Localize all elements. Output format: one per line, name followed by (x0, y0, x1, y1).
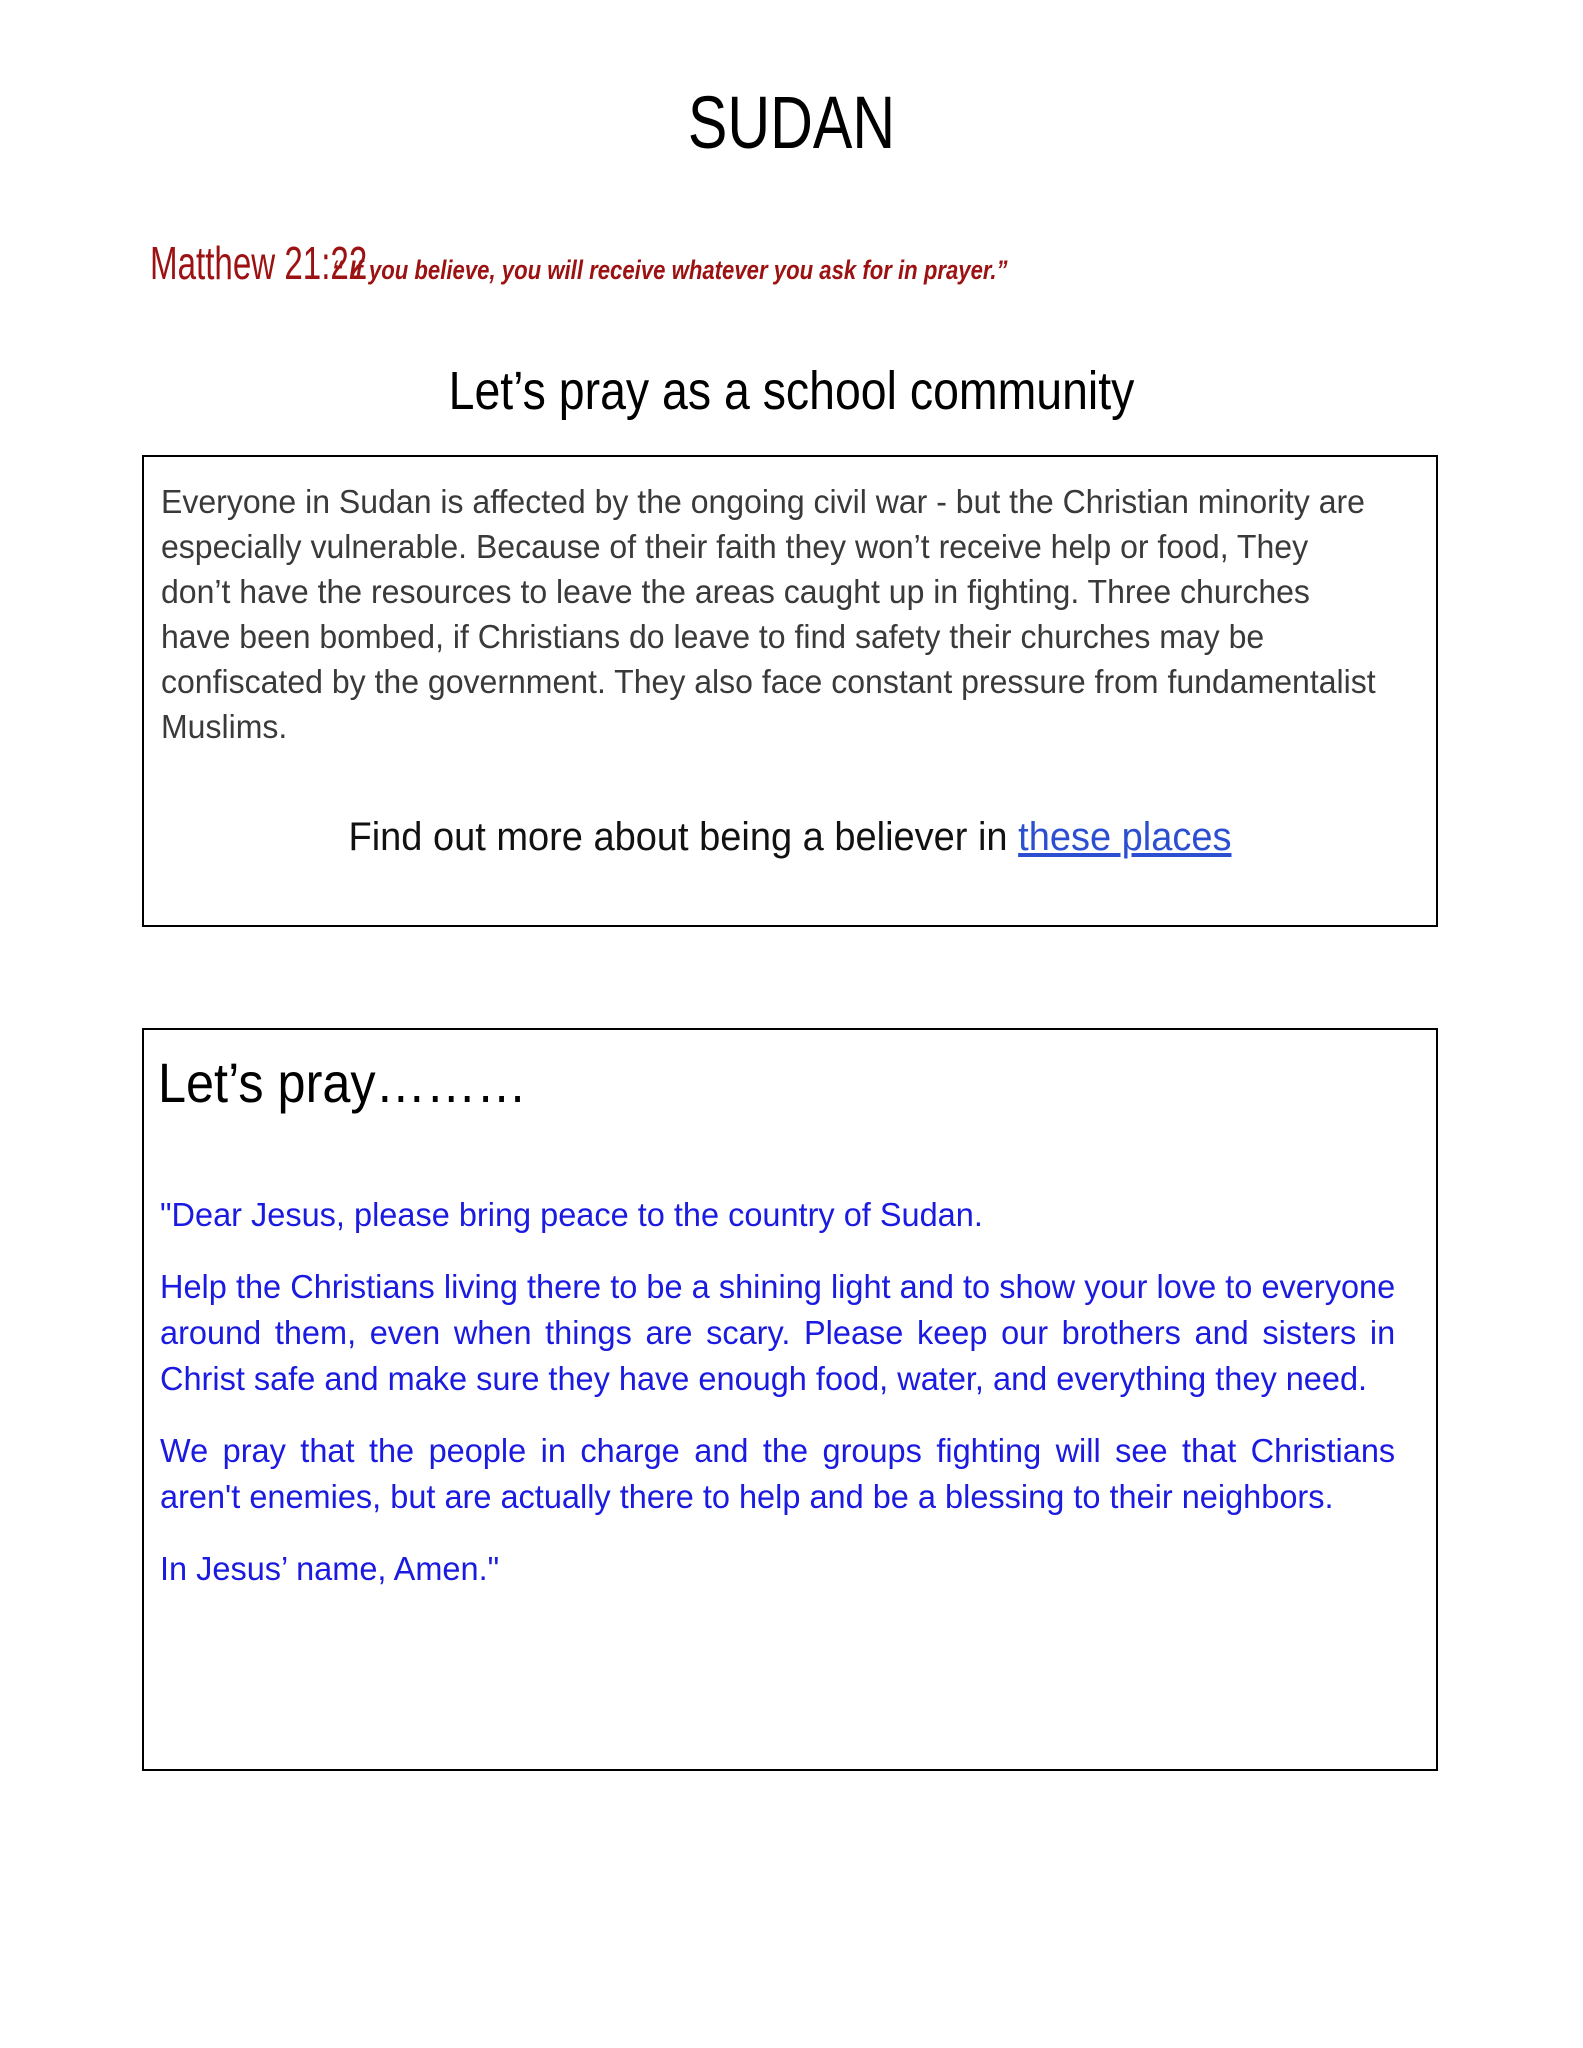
prayer-body (160, 1192, 1414, 1592)
info-paragraph: Everyone in Sudan is affected by the ongoing civil war - but the Christian minority are especially vulnerable. Because of their faith they won’t receive help or food, They don’t have the resources to leave the areas caught up in fighting. Three churches have been bombed, if Christians do leave to find safety their churches may be confiscated by the government. They also face constant pressure from fundamentalist Muslims. (161, 483, 1376, 745)
prayer-box (142, 1028, 1438, 1771)
prayer-paragraph: Help the Christians living there to be a shining light and to show your love to everyone around them, even when things are scary. Please keep our brothers and sisters in Christ safe and make sure they have enough food, water, and everything they need. (160, 1268, 1396, 1397)
scripture-reference: Matthew 21:22 (150, 237, 368, 289)
prayer-paragraph: In Jesus’ name, Amen." (160, 1550, 500, 1587)
page-title: SUDAN (687, 81, 896, 164)
info-box (142, 455, 1438, 927)
find-out-more-label: Find out more about being a believer in (348, 815, 1019, 859)
scripture-line (150, 236, 1450, 290)
these-places-link[interactable]: these places (1018, 815, 1232, 859)
find-out-more-line (192, 812, 1387, 862)
prayer-paragraph: We pray that the people in charge and the groups fighting will see that Christians aren't enemies, but are actually there to help and be a blessing to their neighbors. (160, 1432, 1396, 1515)
prayer-paragraph: "Dear Jesus, please bring peace to the country of Sudan. (160, 1196, 983, 1233)
prayer-heading: Let’s pray……… (158, 1051, 527, 1114)
scripture-quote: “ If you believe, you will receive whatever you ask for in prayer.” (331, 255, 1008, 285)
section-heading: Let’s pray as a school community (448, 361, 1135, 421)
